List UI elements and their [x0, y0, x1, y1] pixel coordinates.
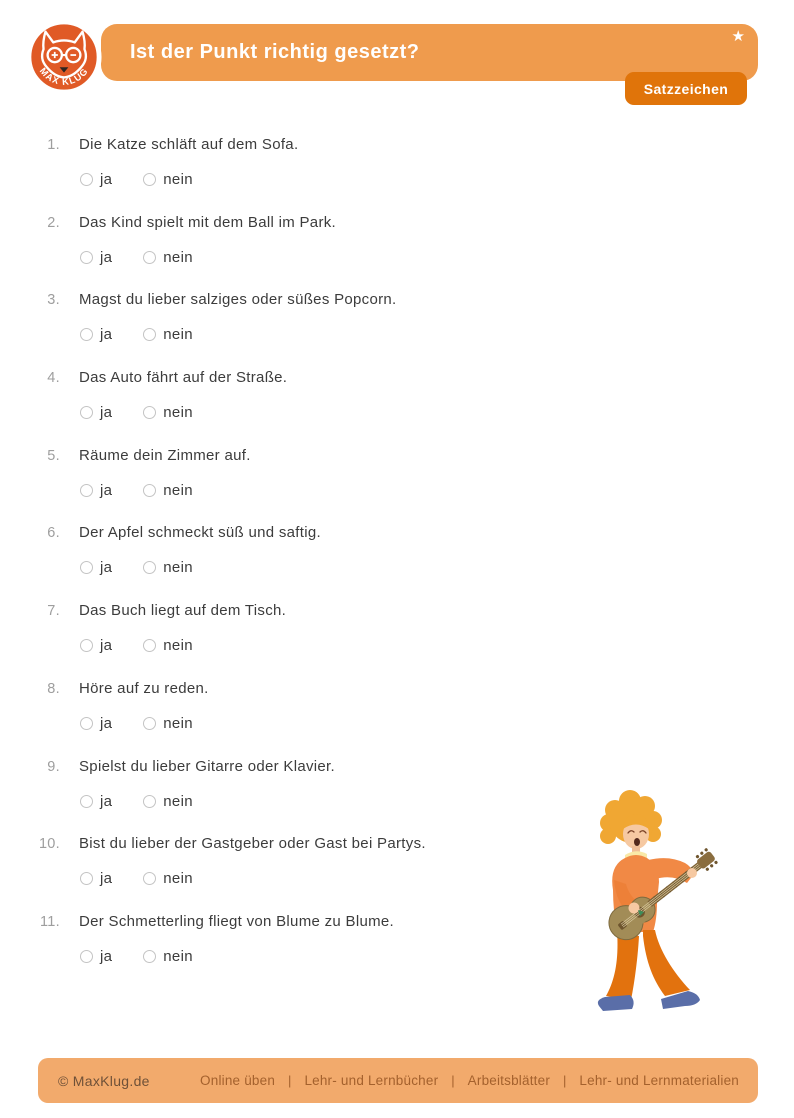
radio-ja[interactable] — [80, 251, 93, 264]
radio-nein[interactable] — [143, 173, 156, 186]
option-nein[interactable] — [143, 482, 193, 499]
footer-separator: | — [563, 1073, 567, 1088]
radio-nein[interactable] — [143, 484, 156, 497]
radio-nein[interactable] — [143, 717, 156, 730]
question-text: Bist du lieber der Gastgeber oder Gast bei Partys. — [79, 835, 426, 853]
option-ja-label: ja — [100, 947, 113, 965]
option-ja-label: ja — [100, 326, 113, 344]
question-number: 4. — [47, 370, 60, 387]
option-nein[interactable] — [143, 559, 193, 576]
option-ja-label: ja — [100, 870, 113, 888]
footer-link-lehr-und-lernmaterialien[interactable]: Lehr- und Lernmaterialien — [579, 1073, 739, 1088]
question-number: 9. — [47, 758, 60, 775]
option-ja-label: ja — [100, 559, 113, 577]
option-ja-label: ja — [100, 404, 113, 422]
question-text: Spielst du lieber Gitarre oder Klavier. — [79, 757, 335, 775]
question-text: Die Katze schläft auf dem Sofa. — [79, 136, 299, 153]
radio-ja[interactable] — [80, 484, 93, 497]
question-text: Das Kind spielt mit dem Ball im Park. — [79, 213, 337, 231]
option-ja[interactable] — [80, 171, 112, 188]
star-icon: ★ — [731, 28, 745, 45]
question-text: Der Apfel schmeckt süß und saftig. — [79, 524, 321, 542]
radio-nein[interactable] — [143, 561, 156, 574]
option-ja[interactable] — [80, 793, 112, 810]
radio-ja[interactable] — [80, 561, 93, 574]
radio-ja[interactable] — [80, 406, 93, 419]
radio-nein[interactable] — [143, 795, 156, 808]
option-ja[interactable] — [80, 948, 112, 965]
question-item-7 — [0, 600, 600, 678]
question-list — [0, 134, 600, 989]
question-text: Das Buch liegt auf dem Tisch. — [79, 602, 287, 620]
option-nein-label: nein — [163, 404, 193, 422]
question-text: Räume dein Zimmer auf. — [79, 446, 251, 464]
question-number: 5. — [47, 447, 60, 464]
option-nein-label: nein — [163, 792, 193, 810]
option-ja[interactable] — [80, 326, 112, 343]
question-text: Magst du lieber salziges oder süßes Popcorn. — [79, 291, 397, 309]
option-nein-label: nein — [163, 637, 193, 655]
guitar-player-icon — [593, 790, 728, 1022]
option-nein[interactable] — [143, 404, 193, 421]
radio-ja[interactable] — [80, 872, 93, 885]
footer-separator: | — [288, 1073, 292, 1088]
radio-nein[interactable] — [143, 639, 156, 652]
question-item-9 — [0, 756, 600, 834]
radio-nein[interactable] — [143, 251, 156, 264]
option-ja-label: ja — [100, 171, 113, 188]
option-nein[interactable] — [143, 793, 193, 810]
option-ja-label: ja — [100, 481, 113, 499]
option-nein[interactable] — [143, 249, 193, 266]
question-text: Das Auto fährt auf der Straße. — [79, 369, 288, 387]
radio-ja[interactable] — [80, 173, 93, 186]
question-number: 8. — [47, 680, 60, 697]
svg-text:MAX KLUG: MAX KLUG — [37, 65, 91, 87]
option-ja[interactable] — [80, 404, 112, 421]
maxklug-logo — [25, 18, 103, 96]
question-number: 10. — [38, 836, 60, 853]
option-ja-label: ja — [100, 714, 113, 732]
question-item-1 — [0, 134, 600, 212]
question-item-2 — [0, 212, 600, 290]
option-nein-label: nein — [163, 870, 193, 888]
footer-links — [200, 1073, 739, 1088]
fox-logo-icon — [25, 18, 103, 96]
footer-separator: | — [451, 1073, 455, 1088]
radio-nein[interactable] — [143, 406, 156, 419]
option-nein-label: nein — [163, 559, 193, 577]
option-ja[interactable] — [80, 482, 112, 499]
radio-nein[interactable] — [143, 328, 156, 341]
option-nein-label: nein — [163, 947, 193, 965]
page-title: Ist der Punkt richtig gesetzt? — [130, 41, 420, 63]
radio-nein[interactable] — [143, 872, 156, 885]
option-nein-label: nein — [163, 171, 193, 188]
footer-bar — [38, 1058, 758, 1103]
question-number: 7. — [47, 603, 60, 620]
option-nein-label: nein — [163, 248, 193, 266]
question-number: 3. — [47, 292, 60, 309]
option-ja-label: ja — [100, 792, 113, 810]
radio-ja[interactable] — [80, 328, 93, 341]
radio-ja[interactable] — [80, 639, 93, 652]
radio-ja[interactable] — [80, 717, 93, 730]
question-number: 2. — [47, 214, 60, 231]
footer-link-lehr-und-lernbuecher[interactable]: Lehr- und Lernbücher — [304, 1073, 439, 1088]
radio-ja[interactable] — [80, 795, 93, 808]
option-ja[interactable] — [80, 249, 112, 266]
footer-link-online-ueben[interactable]: Online üben — [200, 1073, 276, 1088]
option-nein-label: nein — [163, 481, 193, 499]
radio-ja[interactable] — [80, 950, 93, 963]
option-nein-label: nein — [163, 714, 193, 732]
option-ja[interactable] — [80, 559, 112, 576]
question-item-8 — [0, 678, 600, 756]
question-item-4 — [0, 367, 600, 445]
copyright-text: © MaxKlug.de — [58, 1072, 150, 1089]
option-nein-label: nein — [163, 326, 193, 344]
option-ja-label: ja — [100, 248, 113, 266]
question-text: Höre auf zu reden. — [79, 679, 209, 697]
question-item-3 — [0, 289, 600, 367]
guitar-player-illustration — [593, 790, 728, 1022]
option-ja[interactable] — [80, 870, 112, 887]
footer-link-arbeitsblaetter[interactable]: Arbeitsblätter — [467, 1073, 551, 1088]
option-nein[interactable] — [143, 171, 193, 188]
question-number: 11. — [40, 913, 60, 930]
option-ja[interactable] — [80, 637, 112, 654]
option-ja[interactable] — [80, 715, 112, 732]
option-ja-label: ja — [100, 637, 113, 655]
question-number: 1. — [47, 137, 60, 153]
radio-nein[interactable] — [143, 950, 156, 963]
question-text: Der Schmetterling fliegt von Blume zu Blume. — [79, 912, 394, 930]
option-nein[interactable] — [143, 637, 193, 654]
option-nein[interactable] — [143, 870, 193, 887]
question-item-6 — [0, 522, 600, 600]
question-item-11 — [0, 911, 600, 989]
option-nein[interactable] — [143, 715, 193, 732]
question-item-5 — [0, 445, 600, 523]
option-nein[interactable] — [143, 326, 193, 343]
question-item-10 — [0, 833, 600, 911]
topic-badge-button[interactable]: Satzzeichen — [625, 72, 747, 105]
question-number: 6. — [47, 525, 60, 542]
option-nein[interactable] — [143, 948, 193, 965]
